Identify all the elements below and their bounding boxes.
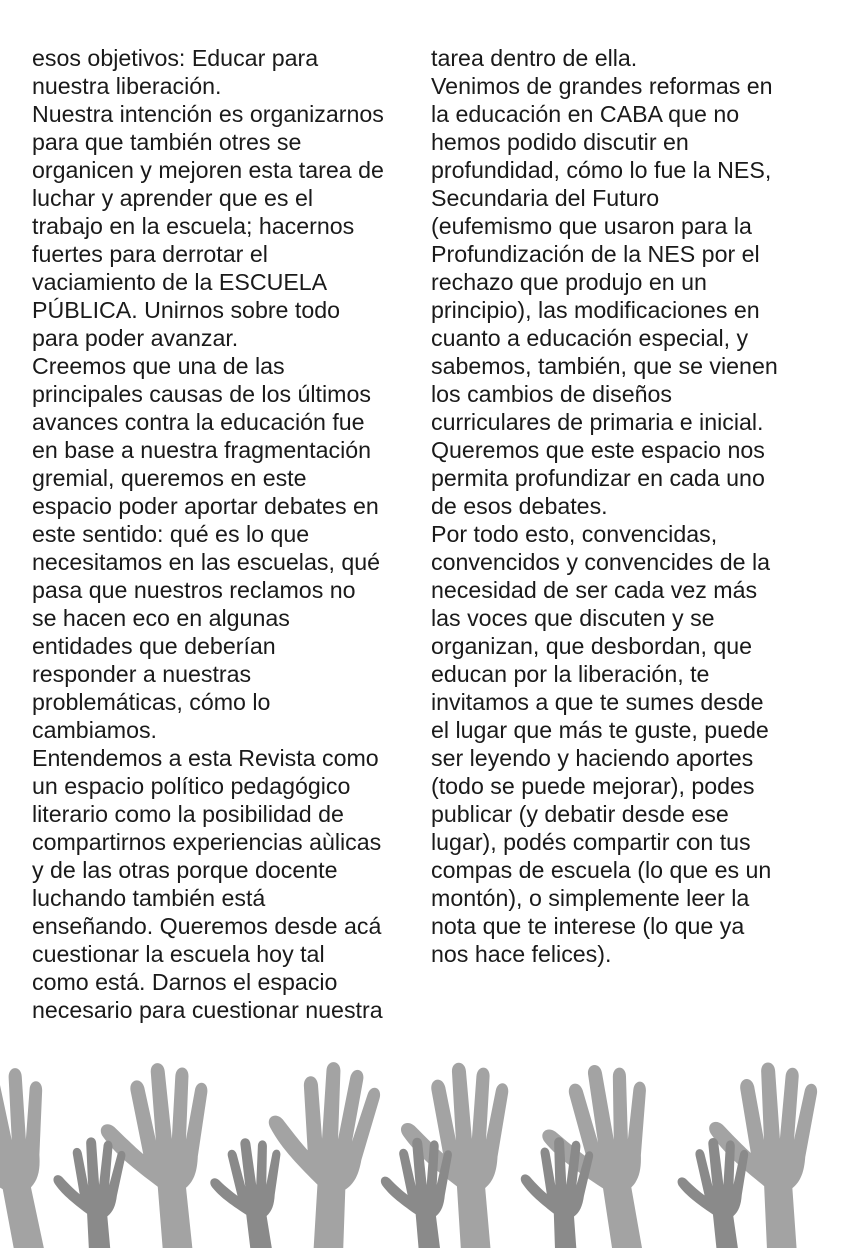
text-line: necesidad de ser cada vez más — [431, 577, 758, 603]
text-line: fuertes para derrotar el — [32, 241, 268, 267]
text-line: convencidos y convencides de la — [431, 549, 771, 575]
text-line: las voces que discuten y se — [431, 605, 715, 631]
hand-icon — [0, 1057, 78, 1248]
hand-icon — [94, 1058, 225, 1248]
text-line: enseñando. Queremos desde acá — [32, 913, 382, 939]
text-line: se hacen eco en algunas — [32, 605, 290, 631]
text-line: luchando también está — [32, 885, 266, 911]
text-line: Queremos que este espacio nos — [431, 437, 765, 463]
text-line: y de las otras porque docente — [32, 857, 338, 883]
text-line: cuestionar la escuela hoy tal — [32, 941, 325, 967]
hand-icon — [51, 1135, 133, 1248]
text-line: trabajo en la escuela; hacernos — [32, 213, 355, 239]
text-line: avances contra la educación fue — [32, 409, 365, 435]
text-line: necesario para cuestionar nuestra — [32, 997, 383, 1023]
text-line: un espacio político pedagógico — [32, 773, 351, 799]
text-line: nota que te interese (lo que ya — [431, 913, 745, 939]
hand-icon — [264, 1060, 381, 1248]
text-line: Secundaria del Futuro — [431, 185, 660, 211]
text-line: necesitamos en las escuelas, qué — [32, 549, 381, 575]
text-line: PÚBLICA. Unirnos sobre todo — [32, 297, 341, 323]
text-line: invitamos a que te sumes desde — [431, 689, 764, 715]
text-line: este sentido: qué es lo que — [32, 521, 310, 547]
text-line: principales causas de los últimos — [32, 381, 371, 407]
hand-icon — [205, 1134, 296, 1248]
text-line: la educación en CABA que no — [431, 101, 740, 127]
text-column-left — [32, 44, 417, 1024]
text-line: literario como la posibilidad de — [32, 801, 344, 827]
text-line: cuanto a educación especial, y — [431, 325, 749, 351]
text-line: hemos podido discutir en — [431, 129, 689, 155]
text-line: nos hace felices). — [431, 941, 612, 967]
text-line: responder a nuestras — [32, 661, 252, 687]
text-line: montón), o simplemente leer la — [431, 885, 750, 911]
text-line: luchar y aprender que es el — [32, 185, 314, 211]
text-line: como está. Darnos el espacio — [32, 969, 338, 995]
text-line: curriculares de primaria e inicial. — [431, 409, 764, 435]
text-line: gremial, queremos en este — [32, 465, 307, 491]
text-line: (eufemismo que usaron para la — [431, 213, 752, 239]
text-line: Creemos que una de las — [32, 353, 285, 379]
text-line: sabemos, también, que se vienen — [431, 353, 778, 379]
text-line: Profundización de la NES por el — [431, 241, 760, 267]
text-line: el lugar que más te guste, puede — [431, 717, 769, 743]
text-line: tarea dentro de ella. — [431, 45, 638, 71]
text-line: publicar (y debatir desde ese — [431, 801, 729, 827]
text-line: Nuestra intención es organizarnos — [32, 101, 384, 127]
text-line: en base a nuestra fragmentación — [32, 437, 372, 463]
text-line: vaciamiento de la ESCUELA — [32, 269, 328, 295]
text-line: los cambios de diseños — [431, 381, 673, 407]
text-line: educan por la liberación, te — [431, 661, 710, 687]
text-line: compas de escuela (lo que es un — [431, 857, 772, 883]
text-line: esos objetivos: Educar para — [32, 45, 319, 71]
text-line: problemáticas, cómo lo — [32, 689, 271, 715]
hand-icon — [532, 1057, 676, 1248]
text-line: principio), las modificaciones en — [431, 297, 760, 323]
text-column-right — [431, 44, 816, 968]
text-line: nuestra liberación. — [32, 73, 222, 99]
text-line: para poder avanzar. — [32, 325, 239, 351]
text-line: (todo se puede mejorar), podes — [431, 773, 755, 799]
text-line: de esos debates. — [431, 493, 608, 519]
text-line: cambiamos. — [32, 717, 157, 743]
text-line: Venimos de grandes reformas en — [431, 73, 773, 99]
text-line: espacio poder aportar debates en — [32, 493, 379, 519]
text-line: para que también otres se — [32, 129, 302, 155]
text-line: rechazo que produjo en un — [431, 269, 707, 295]
raised-hands-illustration — [0, 1030, 844, 1248]
text-line: ser leyendo y haciendo aportes — [431, 745, 754, 771]
text-line: Entendemos a esta Revista como — [32, 745, 379, 771]
text-line: profundidad, cómo lo fue la NES, — [431, 157, 772, 183]
text-line: organicen y mejoren esta tarea de — [32, 157, 384, 183]
text-line: entidades que deberían — [32, 633, 276, 659]
text-line: permita profundizar en cada uno — [431, 465, 765, 491]
text-line: organizan, que desbordan, que — [431, 633, 753, 659]
text-line: Por todo esto, convencidas, — [431, 521, 718, 547]
hand-icon — [377, 1134, 463, 1248]
hand-icon — [519, 1135, 599, 1248]
text-line: lugar), podés compartir con tus — [431, 829, 751, 855]
text-line: compartirnos experiencias aùlicas — [32, 829, 382, 855]
text-line: pasa que nuestros reclamos no — [32, 577, 356, 603]
